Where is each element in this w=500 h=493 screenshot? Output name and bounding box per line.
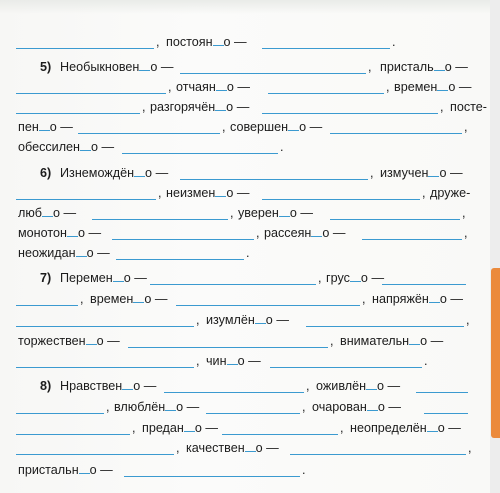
answer-blank[interactable] — [262, 113, 438, 114]
word-stem: неизмен о — — [166, 186, 250, 200]
word-stem: обессилен о — — [18, 140, 115, 154]
answer-blank[interactable] — [122, 153, 278, 154]
answer-blank[interactable] — [16, 113, 140, 114]
answer-blank[interactable] — [424, 413, 468, 414]
punct: , — [222, 120, 226, 134]
letter-gap[interactable] — [213, 45, 224, 46]
answer-blank[interactable] — [16, 305, 78, 306]
letter-gap[interactable] — [409, 344, 420, 345]
word-stem: времен о — — [90, 292, 168, 306]
word-stem: качествен о — — [186, 441, 279, 455]
exercise-line — [0, 135, 490, 159]
exercise-line — [0, 30, 490, 54]
answer-blank[interactable] — [150, 284, 316, 285]
answer-blank[interactable] — [262, 199, 420, 200]
word-stem: друже- — [430, 186, 471, 200]
punct: , — [80, 292, 84, 306]
letter-gap[interactable] — [227, 364, 238, 365]
letter-gap[interactable] — [215, 110, 226, 111]
punct: , — [318, 271, 322, 285]
punct: , — [340, 421, 344, 435]
word-stem: изумлён о — — [206, 313, 289, 327]
word-stem: пристальн о — — [18, 463, 113, 477]
answer-blank[interactable] — [176, 305, 360, 306]
word-stem: чин о — — [206, 354, 261, 368]
exercise-line — [0, 458, 490, 482]
answer-blank[interactable] — [270, 367, 422, 368]
word-stem: люб о — — [18, 206, 77, 220]
answer-blank[interactable] — [268, 93, 384, 94]
punct: , — [256, 226, 260, 240]
letter-gap[interactable] — [428, 176, 439, 177]
letter-gap[interactable] — [255, 323, 266, 324]
punct: , — [466, 313, 470, 327]
letter-gap[interactable] — [216, 90, 227, 91]
word-stem: торжествен о — — [18, 334, 120, 348]
answer-blank[interactable] — [164, 392, 304, 393]
answer-blank[interactable] — [16, 454, 174, 455]
punct: , — [422, 186, 426, 200]
letter-gap[interactable] — [165, 410, 176, 411]
answer-blank[interactable] — [16, 48, 154, 49]
answer-blank[interactable] — [16, 199, 156, 200]
answer-blank[interactable] — [180, 179, 368, 180]
answer-blank[interactable] — [16, 434, 130, 435]
punct: . — [302, 463, 306, 477]
word-stem: Необыкновен о — — [60, 60, 174, 74]
answer-blank[interactable] — [16, 413, 104, 414]
exercise-line — [0, 436, 490, 460]
answer-blank[interactable] — [330, 219, 460, 220]
item-number: 6) — [40, 166, 52, 180]
punct: , — [302, 400, 306, 414]
answer-blank[interactable] — [92, 219, 228, 220]
letter-gap[interactable] — [245, 451, 256, 452]
scrollbar-thumb[interactable] — [491, 268, 500, 438]
letter-gap[interactable] — [122, 389, 133, 390]
word-stem: рассеян о — — [264, 226, 346, 240]
answer-blank[interactable] — [124, 476, 300, 477]
word-stem: постоян о — — [166, 35, 247, 49]
word-stem: неопределён о — — [350, 421, 461, 435]
punct: , — [368, 60, 372, 74]
punct: , — [362, 292, 366, 306]
word-stem: уверен о — — [238, 206, 313, 220]
answer-blank[interactable] — [180, 73, 366, 74]
word-stem: оживлён о — — [316, 379, 401, 393]
answer-blank[interactable] — [16, 93, 166, 94]
letter-gap[interactable] — [311, 236, 322, 237]
word-stem: очарован о — — [312, 400, 401, 414]
answer-blank[interactable] — [222, 434, 338, 435]
answer-blank[interactable] — [330, 133, 462, 134]
letter-gap[interactable] — [215, 196, 226, 197]
letter-gap[interactable] — [139, 70, 150, 71]
item-number: 5) — [40, 60, 52, 74]
punct: . — [392, 35, 396, 49]
answer-blank[interactable] — [206, 413, 300, 414]
answer-blank[interactable] — [112, 239, 254, 240]
word-stem: совершен о — — [230, 120, 323, 134]
punct: , — [330, 334, 334, 348]
word-stem: измучен о — — [380, 166, 463, 180]
answer-blank[interactable] — [290, 454, 466, 455]
punct: , — [158, 186, 162, 200]
word-stem: времен о — — [394, 80, 472, 94]
punct: . — [424, 354, 428, 368]
punct: , — [306, 379, 310, 393]
word-stem: отчаян о — — [176, 80, 250, 94]
answer-blank[interactable] — [382, 284, 466, 285]
letter-gap[interactable] — [427, 431, 438, 432]
punct: , — [464, 226, 468, 240]
answer-blank[interactable] — [262, 48, 390, 49]
letter-gap[interactable] — [79, 473, 90, 474]
punct: , — [386, 80, 390, 94]
word-stem: предан о — — [142, 421, 218, 435]
word-stem: грус о — — [326, 271, 385, 285]
exercise-line — [0, 349, 490, 373]
letter-gap[interactable] — [42, 216, 53, 217]
word-stem: присталь о — — [380, 60, 468, 74]
letter-gap[interactable] — [86, 344, 97, 345]
word-stem: Перемен о — — [60, 271, 147, 285]
exercise-line — [0, 241, 490, 265]
word-stem: Изнемождён о — — [60, 166, 169, 180]
answer-blank[interactable] — [306, 326, 464, 327]
word-stem: монотон о — — [18, 226, 102, 240]
answer-blank[interactable] — [128, 347, 328, 348]
letter-gap[interactable] — [39, 130, 50, 131]
punct: , — [464, 120, 468, 134]
answer-blank[interactable] — [416, 392, 468, 393]
letter-gap[interactable] — [134, 176, 145, 177]
answer-blank[interactable] — [78, 133, 220, 134]
page-top-shadow — [0, 0, 490, 14]
punct: , — [142, 100, 146, 114]
letter-gap[interactable] — [434, 70, 445, 71]
letter-gap[interactable] — [67, 236, 78, 237]
letter-gap[interactable] — [429, 302, 440, 303]
answer-blank[interactable] — [16, 326, 194, 327]
letter-gap[interactable] — [288, 130, 299, 131]
punct: , — [230, 206, 234, 220]
punct: . — [246, 246, 250, 260]
letter-gap[interactable] — [437, 90, 448, 91]
letter-gap[interactable] — [350, 281, 361, 282]
punct: , — [196, 313, 200, 327]
item-number: 8) — [40, 379, 52, 393]
letter-gap[interactable] — [184, 431, 195, 432]
punct: , — [462, 206, 466, 220]
word-stem: внимательн о — — [340, 334, 444, 348]
letter-gap[interactable] — [367, 410, 378, 411]
punct: , — [440, 100, 444, 114]
punct: , — [370, 166, 374, 180]
punct: , — [196, 354, 200, 368]
item-number: 7) — [40, 271, 52, 285]
punct: , — [106, 400, 110, 414]
word-stem: влюблён о — — [114, 400, 200, 414]
letter-gap[interactable] — [80, 150, 91, 151]
punct: , — [132, 421, 136, 435]
word-stem: неожидан о — — [18, 246, 110, 260]
letter-gap[interactable] — [113, 281, 124, 282]
word-stem: посте- — [450, 100, 487, 114]
answer-blank[interactable] — [116, 259, 244, 260]
letter-gap[interactable] — [279, 216, 290, 217]
punct: , — [468, 441, 472, 455]
word-stem: напряжён о — — [372, 292, 463, 306]
answer-blank[interactable] — [362, 239, 462, 240]
punct: , — [156, 35, 160, 49]
word-stem: разгорячён о — — [150, 100, 250, 114]
punct: . — [280, 140, 284, 154]
letter-gap[interactable] — [133, 302, 144, 303]
punct: , — [176, 441, 180, 455]
letter-gap[interactable] — [366, 389, 377, 390]
answer-blank[interactable] — [16, 367, 194, 368]
letter-gap[interactable] — [76, 256, 87, 257]
word-stem: пен о — — [18, 120, 73, 134]
word-stem: Нравствен о — — [60, 379, 157, 393]
punct: , — [168, 80, 172, 94]
